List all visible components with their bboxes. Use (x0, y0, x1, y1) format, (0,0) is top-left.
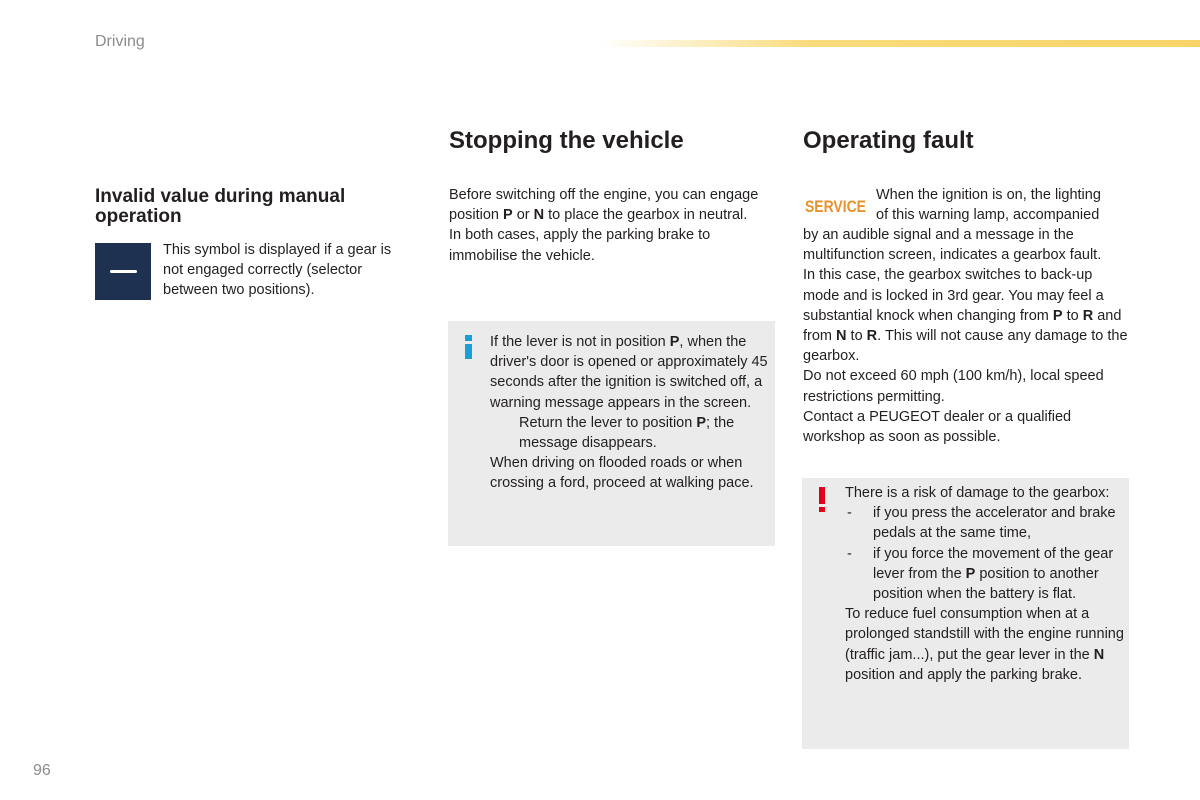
exclamation-warning-icon (818, 487, 826, 513)
fault-paragraph-3: Do not exceed 60 mph (100 km/h), local speed restrictions permitting. (803, 368, 1104, 405)
fault-body (803, 225, 1128, 447)
info-box (448, 321, 775, 546)
warning-paragraph-1: There is a risk of damage to the gearbox: (845, 485, 1110, 501)
stopping-paragraph-2: In both cases, apply the parking brake to immobilise the vehicle. (449, 227, 711, 264)
invalid-value-text: This symbol is displayed if a gear is not engaged correctly (selector between two positions). (163, 242, 392, 299)
fault-intro-line-1: When the ignition is on, the lighting (876, 187, 1101, 203)
warning-box (802, 478, 1129, 749)
fault-paragraph-2: In this case, the gearbox switches to back-up mode and is locked in 3rd gear. You may feel a substantial knock when changing from P to R and from N to R. This will not cause any damage to the gearbox. (803, 267, 1128, 365)
info-paragraph-1: If the lever is not in position P, when the driver's door is opened or approximately 45 seconds after the ignition is switched off, a warning message appears in the screen. (490, 334, 768, 411)
invalid-value-heading: Invalid value during manual operation (95, 186, 346, 227)
service-warning-lamp-icon: SERVICE (805, 197, 866, 216)
fault-paragraph-4: Contact a PEUGEOT dealer or a qualified workshop as soon as possible. (803, 408, 1072, 446)
stopping-body (449, 185, 771, 266)
fault-intro (876, 185, 1136, 225)
info-bullet: Return the lever to position P; the message disappears. (519, 414, 735, 452)
warning-dash-item-2: - if you force the movement of the gear lever from the P position to another position when the battery is flat. (847, 545, 1114, 603)
operating-fault-heading: Operating fault (803, 127, 974, 154)
fault-paragraph-1: by an audible signal and a message in the multifunction screen, indicates a gearbox fault. (803, 227, 1102, 264)
section-title: Driving (95, 33, 145, 50)
info-paragraph-2: When driving on flooded roads or when crossing a ford, proceed at walking pace. (490, 455, 754, 492)
gear-invalid-symbol-icon (95, 243, 151, 300)
stopping-heading: Stopping the vehicle (449, 127, 684, 154)
header-accent-bar (600, 40, 1200, 47)
info-icon (464, 335, 474, 359)
page-number: 96 (33, 762, 51, 779)
warning-dash-item-1: - if you press the accelerator and brake pedals at the same time, (847, 505, 1116, 542)
fault-intro-line-2: of this warning lamp, accompanied (876, 207, 1100, 224)
stopping-paragraph-1: Before switching off the engine, you can engage position P or N to place the gearbox in neutral. (449, 187, 759, 224)
warning-paragraph-2: To reduce fuel consumption when at a prolonged standstill with the engine running (traffic jam...), put the gear lever in the N position and apply the parking brake. (845, 606, 1124, 683)
